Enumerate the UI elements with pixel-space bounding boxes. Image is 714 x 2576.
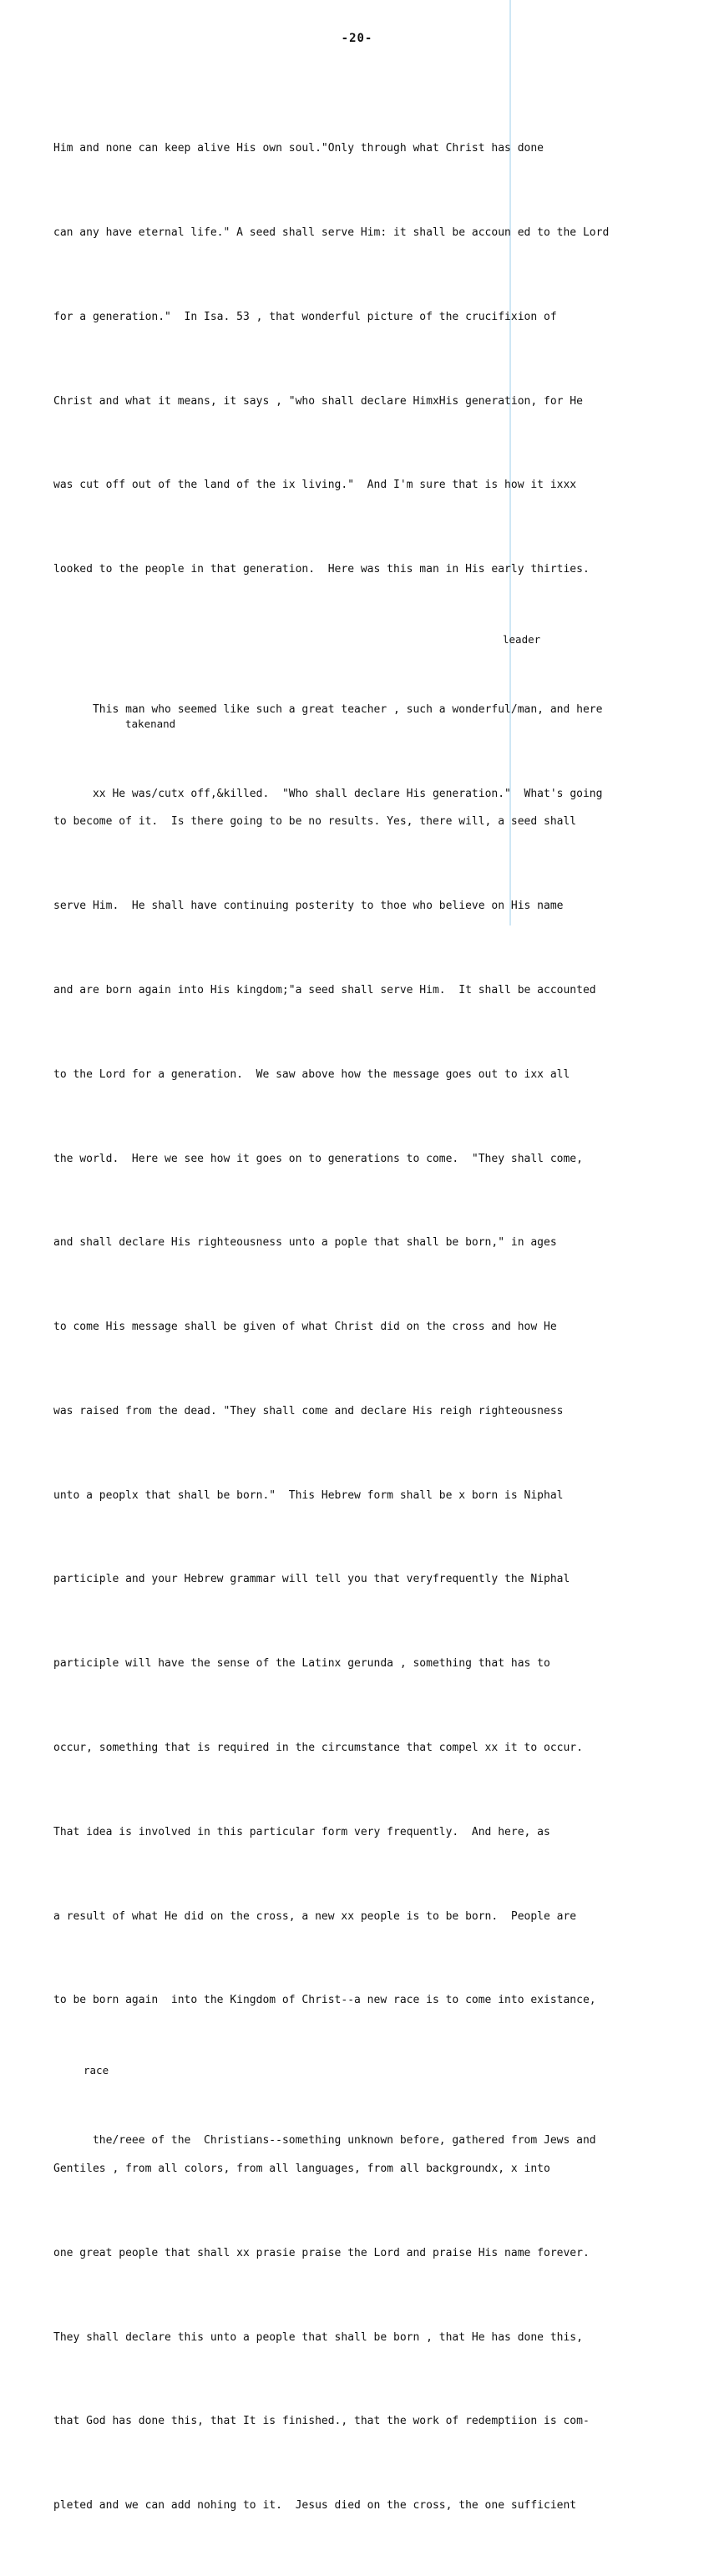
text-line: was raised from the dead. "They shall come and declare His reigh righteousness bbox=[53, 1404, 564, 1417]
text-line: was cut off out of the land of the ix living." And I'm sure that is how it ixxx bbox=[53, 479, 577, 492]
text-line: serve Him. He shall have continuing posterity to thoe who believe on His name bbox=[53, 900, 564, 913]
text-line: participle and your Hebrew grammar will tell you that veryfrequently the Niphal bbox=[53, 1573, 570, 1586]
text-line: participle will have the sense of the Latinx gerunda , something that has to bbox=[53, 1657, 550, 1671]
text-line-with-insert bbox=[53, 632, 705, 717]
text-line: that God has done this, that It is finished., that the work of redemptiion is com- bbox=[53, 2415, 590, 2428]
text-line: looked to the people in that generation. Here was this man in His early thirties. bbox=[53, 563, 590, 576]
text-line: That idea is involved in this particular form very frequently. And here, as bbox=[53, 1825, 550, 1838]
text-line: to become of it. Is there going to be no results. Yes, there will, a seed shall bbox=[53, 815, 577, 829]
text-line: for a generation." In Isa. 53 , that wonderful picture of the crucifixion of bbox=[53, 310, 557, 323]
text-line: pleted and we can add nohing to it. Jesus died on the cross, the one sufficient bbox=[53, 2499, 577, 2513]
text-line: occur, something that is required in the circumstance that compel xx it to occur. bbox=[53, 1742, 583, 1755]
text-line: can any have eternal life." A seed shall serve Him: it shall be accoun ed to the Lord bbox=[53, 226, 610, 239]
body-text bbox=[53, 79, 705, 2576]
text-line: Christ and what it means, it says , "who shall declare HimxHis generation, for He bbox=[53, 394, 583, 408]
text-line: to come His message shall be given of what Christ did on the cross and how He bbox=[53, 1321, 557, 1334]
interlinear-insert-takenand: takenand bbox=[125, 717, 176, 730]
text-line: xx He was/cutx off,&killed. "Who shall declare His generation." What's going bbox=[92, 787, 603, 800]
text-line: to the Lord for a generation. We saw above how the message goes out to ixx all bbox=[53, 1067, 570, 1081]
text-line: the/reee of the Christians--something unknown before, gathered from Jews and bbox=[92, 2134, 596, 2148]
interlinear-insert-race: race bbox=[84, 2064, 109, 2077]
text-line: Gentiles , from all colors, from all languages, from all backgroundx, x into bbox=[53, 2162, 550, 2175]
text-line: and shall declare His righteousness unto a pople that shall be born," in ages bbox=[53, 1236, 557, 1250]
text-line: Him and none can keep alive His own soul."Only through what Christ has done bbox=[53, 142, 544, 155]
text-line: and are born again into His kingdom;"a seed shall serve Him. It shall be accounted bbox=[53, 984, 596, 996]
text-line: the world. Here we see how it goes on to generations to come. "They shall come, bbox=[53, 1152, 583, 1165]
text-line-with-insert bbox=[53, 717, 705, 800]
text-line-with-insert bbox=[53, 2064, 705, 2148]
text-line: a result of what He did on the cross, a new xx people is to be born. People are bbox=[53, 1909, 577, 1923]
text-line: to be born again into the Kingdom of Christ--a new race is to come into existance, bbox=[53, 1994, 596, 2007]
text-line: unto a peoplx that shall be born." This Hebrew form shall be x born is Niphal bbox=[53, 1488, 564, 1502]
text-line: one great people that shall xx prasie praise the Lord and praise His name forever. bbox=[53, 2246, 590, 2259]
text-line: They shall declare this unto a people that shall be born , that He has done this, bbox=[53, 2330, 583, 2344]
text-line: This man who seemed like such a great teacher , such a wonderful/man, and here bbox=[92, 703, 603, 717]
interlinear-insert-leader: leader bbox=[503, 632, 541, 646]
page-number: -20- bbox=[341, 32, 373, 45]
